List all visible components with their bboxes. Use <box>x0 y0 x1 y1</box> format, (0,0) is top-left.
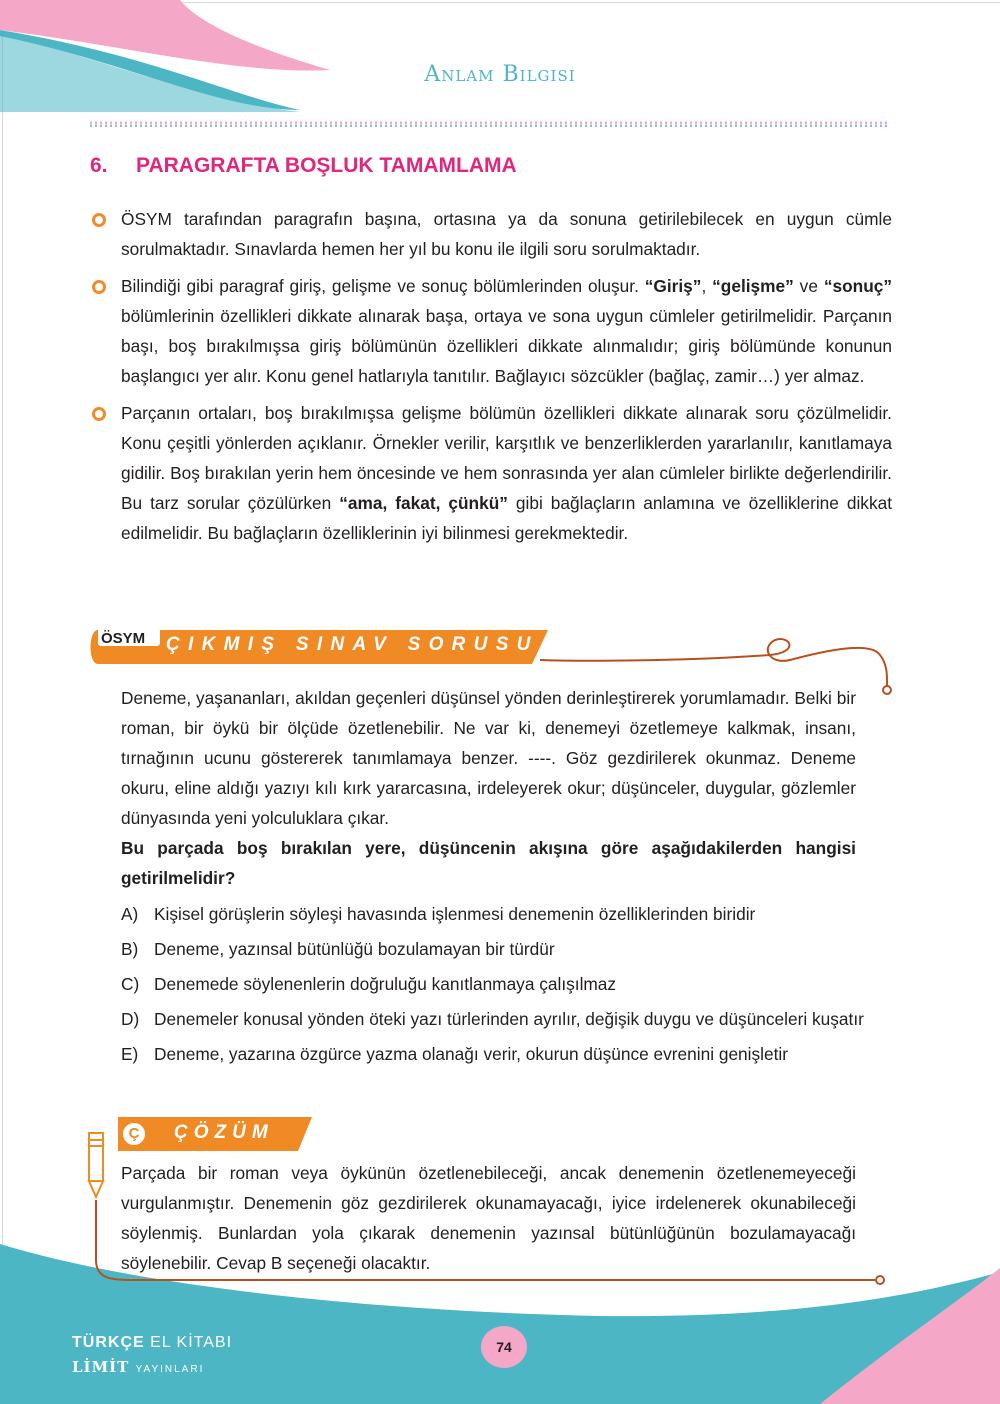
footer-book-bold: TÜRKÇE <box>72 1334 145 1351</box>
footer-book-title <box>72 1334 232 1352</box>
option-text: Kişisel görüşlerin söyleşi havasında işlenmesi denemenin özelliklerinden biridir <box>154 904 756 924</box>
option-text: Denemede söylenenlerin doğruluğu kanıtlanmaya çalışılmaz <box>154 974 617 994</box>
bold-term: “Giriş” <box>644 276 702 296</box>
banner-connector-line <box>540 639 887 686</box>
bullet-text: , <box>701 276 713 296</box>
bullet-list <box>92 204 892 555</box>
bullet-item <box>92 271 892 391</box>
bold-term: “sonuç” <box>823 276 892 296</box>
publisher-name: LİMİT <box>72 1358 130 1376</box>
question-passage: Deneme, yaşananları, akıldan geçenleri düşünsel yönden derinleştirerek yorumlamadır. Belki bir roman, bir öykü bir ölçüde özetlenebilir. Ne var ki, denemeyi özetlemeye kalkmak, insanı, tırnağının ucunu göstererek tanımlamaya benzer. ----. Göz gezdirilerek okunmaz. Deneme okuru, eline aldığı yazıyı kılı kırk yararcasına, irdeleyerek okur; düşünceler, duygular, gözlemler dünyasında yeni yolculuklara çıkar. <box>121 688 856 828</box>
bullet-text: Parçanın ortaları, boş bırakılmışsa gelişme bölümün özellikleri dikkate alınarak soru çözülmelidir. Konu çeşitli yönlerden açıklanır. Örnekler verilir, karşıtlık ve benzerliklerden yararlanılır, kanıtlamaya gidilir. Boş bırakılan yerin hem öncesinde ve hem sonrasında yer alan cümleler birlikte değerlendirilir. Bu tarz sorular çözülürken <box>121 403 892 513</box>
option-d[interactable] <box>121 1005 866 1033</box>
footer-book-rest: EL KİTABI <box>144 1334 233 1351</box>
option-a[interactable] <box>121 900 866 928</box>
option-letter: E) <box>121 1044 139 1064</box>
option-c[interactable] <box>121 970 866 998</box>
option-letter: A) <box>121 904 139 924</box>
footer-publisher <box>72 1358 204 1376</box>
exam-banner-title: ÇIKMIŞ SINAV SORUSU <box>166 634 539 655</box>
solution-text: Parçada bir roman veya öykünün özetlenebileceği, ancak denemenin özetlenemeyeceği vurgulanmıştır. Denemenin göz gezdirilerek okunamayacağı, iyice irdelenerek okunabileceği söylenmiş. Bunlardan yola çıkarak denemenin yazınsal bütünlüğünün bozulamayacağı söylenebilir. Cevap B seçeneği olacaktır. <box>121 1163 856 1273</box>
solution-c-icon: Ç <box>121 1121 147 1147</box>
option-letter: C) <box>121 974 140 994</box>
option-text: Deneme, yazarına özgürce yazma olanağı verir, okurun düşünce evrenini genişletir <box>154 1044 788 1064</box>
bullet-text: bölümlerinin özellikleri dikkate alınarak başa, ortaya ve sona uygun cümleler getirilmelidir. Parçanın başı, boş bırakılmışsa giriş bölümünün özellikleri dikkate alınmalıdır; giriş bölümünde konunun başlangıcı yer alır. Konu genel hatlarıyla tanıtılır. Bağlayıcı sözcükler (bağlaç, zamir…) yer almaz. <box>121 306 892 386</box>
pencil-icon <box>89 1133 103 1197</box>
bullet-dot-icon <box>92 213 106 227</box>
question-prompt: Bu parçada boş bırakılan yere, düşüncenin akışına göre aşağıdakilerden hangisi getirilmelidir? <box>121 838 856 888</box>
bullet-dot-icon <box>92 407 106 421</box>
osym-badge: ÖSYM <box>101 630 146 647</box>
bullet-item <box>92 398 892 548</box>
section-number: 6. <box>90 154 108 177</box>
bold-term: “gelişme” <box>712 276 794 296</box>
publisher-sub: YAYINLARI <box>135 1364 205 1375</box>
bold-term: “ama, fakat, çünkü” <box>339 493 508 513</box>
option-letter: D) <box>121 1009 140 1029</box>
answer-options <box>121 900 866 1075</box>
solution-banner-title: ÇÖZÜM <box>174 1122 274 1143</box>
option-letter: B) <box>121 939 139 959</box>
section-title: PARAGRAFTA BOŞLUK TAMAMLAMA <box>136 154 517 177</box>
option-text: Denemeler konusal yönden öteki yazı türlerinden ayrılır, değişik duygu ve düşünceleri kuşatır <box>154 1009 864 1029</box>
bullet-text: Bilindiği gibi paragraf giriş, gelişme ve sonuç bölümlerinden oluşur. <box>121 276 645 296</box>
bullet-text: gibi bağlaçların anlamına ve özelliklerine dikkat edilmelidir. Bu bağlaçların özelliklerinin iyi bilinmesi gerekmektedir. <box>121 493 893 543</box>
bullet-dot-icon <box>92 280 106 294</box>
bullet-item <box>92 204 892 264</box>
bullet-text: ve <box>793 276 824 296</box>
option-text: Deneme, yazınsal bütünlüğü bozulamayan bir türdür <box>154 939 555 959</box>
option-e[interactable] <box>121 1040 866 1068</box>
option-b[interactable] <box>121 935 866 963</box>
bullet-text: ÖSYM tarafından paragrafın başına, ortasına ya da sonuna getirilebilecek en uygun cümle sorulmaktadır. Sınavlarda hemen her yıl bu konu ile ilgili soru sorulmaktadır. <box>121 209 892 259</box>
running-header: Anlam Bilgisi <box>424 62 576 87</box>
section-heading <box>90 154 517 178</box>
page-number: 74 <box>481 1326 527 1368</box>
